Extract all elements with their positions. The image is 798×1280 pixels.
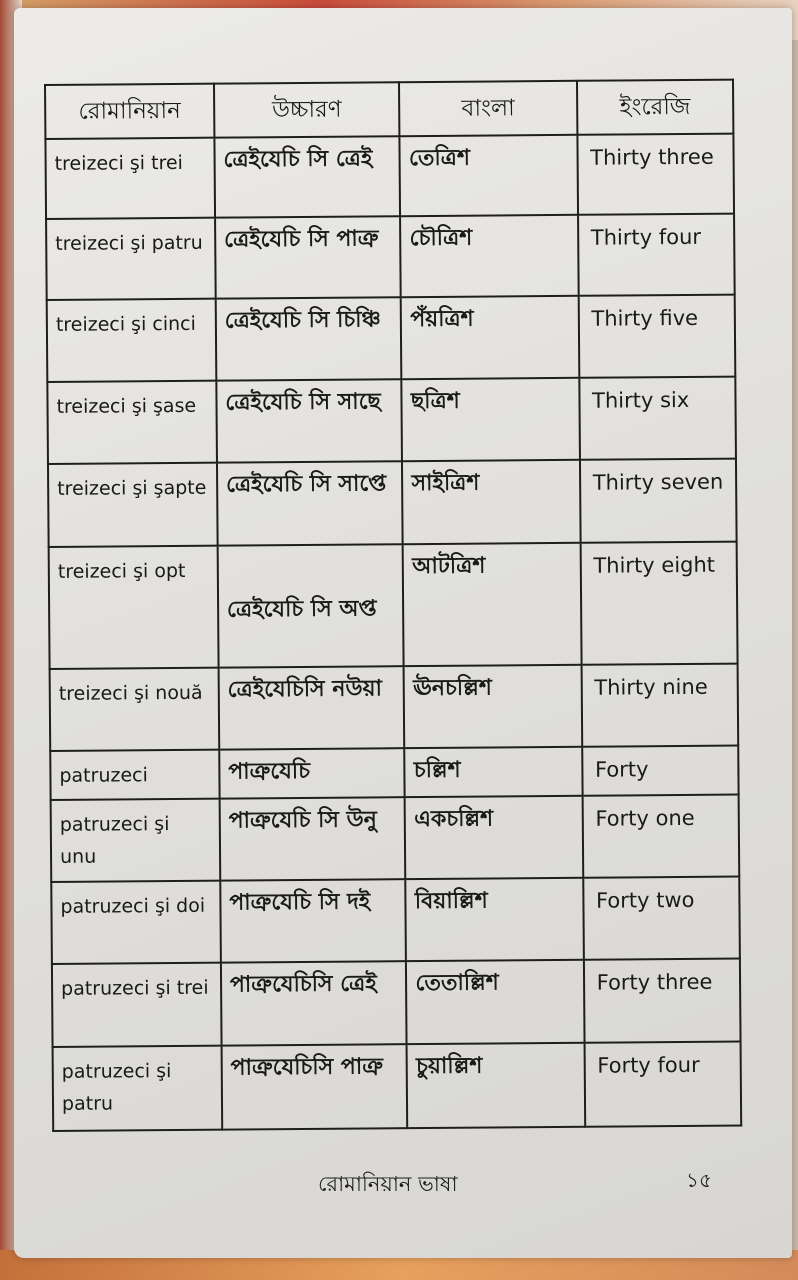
- cell-romanian: patruzeci şi trei: [52, 963, 222, 1047]
- cell-english: Forty two: [583, 877, 740, 961]
- table-row: [52, 959, 741, 1047]
- vocabulary-table: [44, 79, 742, 1132]
- cell-english: Thirty eight: [580, 541, 737, 665]
- header-bangla: বাংলা: [399, 81, 577, 136]
- table-row: [51, 877, 740, 965]
- cell-bangla: চৌত্রিশ: [400, 215, 578, 297]
- table-header-row: [45, 80, 733, 139]
- table-row: [51, 794, 740, 882]
- cell-romanian: treizeci şi şapte: [48, 463, 218, 547]
- cell-pronunciation: ত্রেইযেচি সি সাপ্তে: [217, 461, 403, 545]
- table-row: [49, 541, 738, 669]
- cell-bangla: বিয়াল্লিশ: [406, 878, 584, 962]
- cell-romanian: treizeci şi cinci: [47, 298, 217, 382]
- cell-bangla: সাইত্রিশ: [402, 460, 580, 544]
- cell-romanian: patruzeci şi patru: [53, 1045, 223, 1131]
- cell-bangla: চুয়াল্লিশ: [407, 1042, 585, 1128]
- table-row: [48, 459, 737, 547]
- cell-romanian: treizeci şi şase: [47, 381, 217, 465]
- cell-english: Forty: [582, 746, 739, 795]
- table-row: [50, 746, 738, 800]
- cell-pronunciation: পাত্রুযেচি: [219, 749, 405, 799]
- cell-romanian: treizeci şi trei: [45, 138, 214, 220]
- table-row: [47, 294, 736, 382]
- cell-pronunciation: ত্রেইযেচি সি সাছে: [216, 379, 402, 463]
- table-row: [46, 214, 735, 300]
- page-number: ১৫: [686, 1168, 712, 1192]
- table-row: [50, 664, 739, 752]
- table-row: [47, 377, 736, 465]
- header-pronunciation: উচ্চারণ: [214, 82, 400, 137]
- cell-romanian: patruzeci şi unu: [51, 798, 221, 882]
- header-romanian: রোমানিয়ান: [45, 84, 214, 139]
- cell-pronunciation: ত্রেইযেচি সি পাত্রু: [215, 217, 401, 299]
- cell-english: Thirty four: [578, 214, 735, 296]
- cell-pronunciation: ত্রেইযেচি সি চিঞ্চি: [216, 297, 402, 381]
- cell-romanian: patruzeci şi doi: [51, 881, 221, 965]
- cell-romanian: treizeci şi patru: [46, 218, 215, 300]
- cell-romanian: treizeci şi opt: [49, 545, 219, 669]
- cell-english: Forty three: [584, 959, 741, 1043]
- cell-romanian: treizeci şi nouă: [50, 668, 220, 752]
- cell-bangla: পঁয়ত্রিশ: [401, 295, 579, 379]
- cell-pronunciation: ত্রেইযেচিসি নউয়া: [218, 666, 404, 750]
- cell-bangla: আটত্রিশ: [403, 542, 581, 666]
- cell-english: Thirty six: [579, 377, 736, 461]
- table-row: [53, 1041, 742, 1131]
- cell-bangla: তেত্রিশ: [400, 135, 578, 217]
- cell-pronunciation: ত্রেইযেচি সি ত্রেই: [214, 136, 400, 218]
- book-page: [14, 8, 792, 1258]
- cell-bangla: চল্লিশ: [405, 747, 583, 797]
- table-row: [45, 134, 734, 220]
- cell-pronunciation: ত্রেইযেচি সি অপ্ত: [217, 544, 404, 668]
- cell-english: Forty four: [584, 1041, 741, 1127]
- cell-bangla: তেতাল্লিশ: [406, 960, 584, 1044]
- cell-bangla: ঊনচল্লিশ: [404, 665, 582, 749]
- cell-bangla: একচল্লিশ: [405, 795, 583, 879]
- header-english: ইংরেজি: [577, 80, 734, 135]
- cell-english: Thirty nine: [581, 664, 738, 748]
- cell-pronunciation: পাত্রুযেচি সি দই: [220, 879, 406, 963]
- cell-english: Thirty seven: [580, 459, 737, 543]
- cell-romanian: patruzeci: [50, 750, 219, 800]
- cell-bangla: ছত্রিশ: [402, 378, 580, 462]
- running-footer-title: রোমানিয়ান ভাষা: [318, 1172, 458, 1196]
- cell-english: Thirty three: [577, 134, 734, 216]
- cell-pronunciation: পাত্রুযেচি সি উনু: [219, 797, 405, 881]
- cell-english: Forty one: [582, 794, 739, 878]
- cell-english: Thirty five: [578, 294, 735, 378]
- cell-pronunciation: পাত্রুযেচিসি ত্রেই: [221, 961, 407, 1045]
- cell-pronunciation: পাত্রুযেচিসি পাত্রু: [221, 1044, 407, 1130]
